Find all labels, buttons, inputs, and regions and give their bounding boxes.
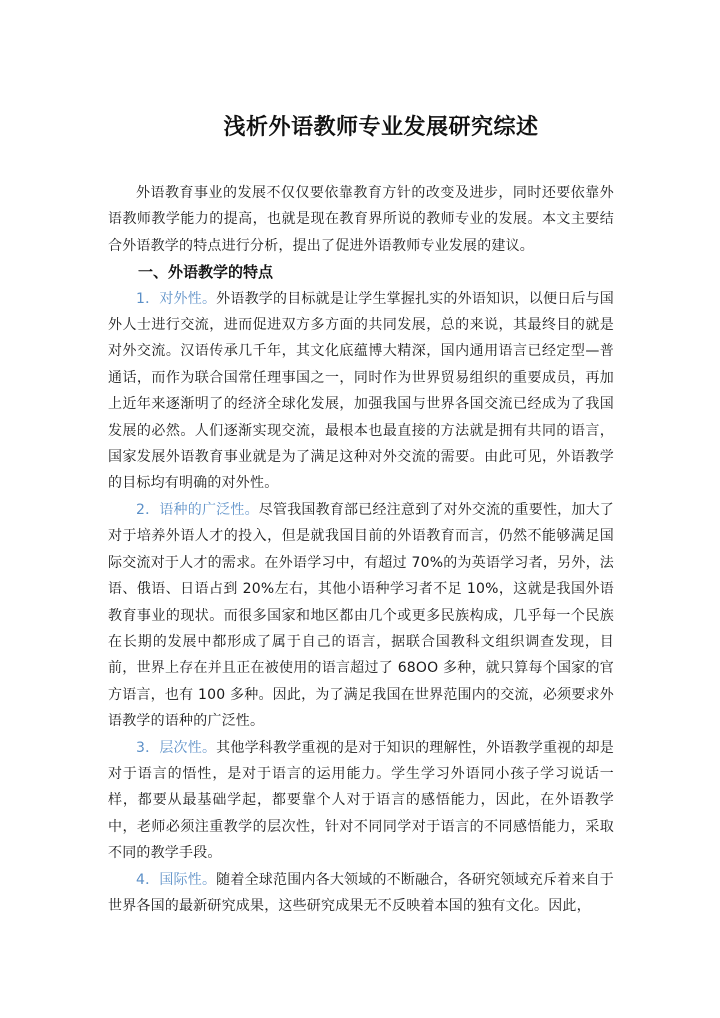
item-text-1: 外语教学的目标就是让学生掌握扎实的外语知识，以便日后与国外人士进行交流，进而促进双方多方面的共同发展，总的来说，其最终目的就是对外交流。汉语传承几千年，其文化底蕴博大精深，国内通用语言已经定型—普通话，而作为联合国常任理事国之一，同时作为世界贸易组织的重要成员，再加上近年来逐渐明了的经济全球化发展，加强我国与世界各国交流已经成为了我国发展的必然。人们逐渐实现交流，最根本也最直接的方法就是拥有共同的语言，国家发展外语教育事业就是为了满足这种对外交流的需要。由此可见，外语教学的目标均有明确的对外性。 (108, 290, 615, 492)
intro-paragraph: 外语教育事业的发展不仅仅要依靠教育方针的改变及进步，同时还要依靠外语教师教学能力的提高，也就是现在教育界所说的教师专业的发展。本文主要结合外语教学的特点进行分析，提出了促进外语教师专业发展的建议。 (108, 185, 614, 254)
section-heading: 一、外语教学的特点 (138, 263, 274, 282)
item-label-1: 1．对外性。 (136, 290, 217, 307)
item-label-3: 3．层次性。 (136, 739, 217, 756)
item-paragraph-4 (108, 867, 614, 920)
item-text-2: 尽管我国教育部已经注意到了对外交流的重要性，加大了对于培养外语人才的投入，但是就我国目前的外语教育而言，仍然不能够满足国际交流对于人才的需求。在外语学习中，有超过 70%的为英语学习者，另外，法语、俄语、日语占到 20%左右，其他小语种学习者不足 10%，这就是我国外语教育事业的现状。而很多国家和地区都由几个或更多民族构成，几乎每一个民族在长期的发展中都形成了属于自己的语言，据联合国教科文组织调查发现，目前，世界上存在并且正在被使用的语言超过了 68OO 多种，就只算每个国家的官方语言，也有 100 多种。因此，为了满足我国在世界范围内的交流，必须要求外语教学的语种的广泛性。 (108, 501, 614, 730)
item-paragraph-2 (108, 497, 614, 735)
item-paragraph-1 (108, 286, 614, 497)
item-text-4: 随着全球范围内各大领域的不断融合，各研究领域充斥着来自于世界各国的最新研究成果，这些研究成果无不反映着本国的独有文化。因此， (108, 871, 615, 914)
document-title: 浅析外语教师专业发展研究综述 (223, 115, 539, 140)
item-text-3: 其他学科教学重视的是对于知识的理解性，外语教学重视的却是对于语言的悟性，是对于语言的运用能力。学生学习外语同小孩子学习说话一样，都要从最基础学起，都要靠个人对于语言的感悟能力，因此，在外语教学中，老师必须注重教学的层次性，针对不同同学对于语言的不同感悟能力，采取不同的教学手段。 (108, 739, 615, 862)
item-paragraph-3 (108, 735, 614, 867)
item-label-4: 4．国际性。 (136, 871, 217, 888)
item-label-2: 2．语种的广泛性。 (136, 501, 259, 518)
